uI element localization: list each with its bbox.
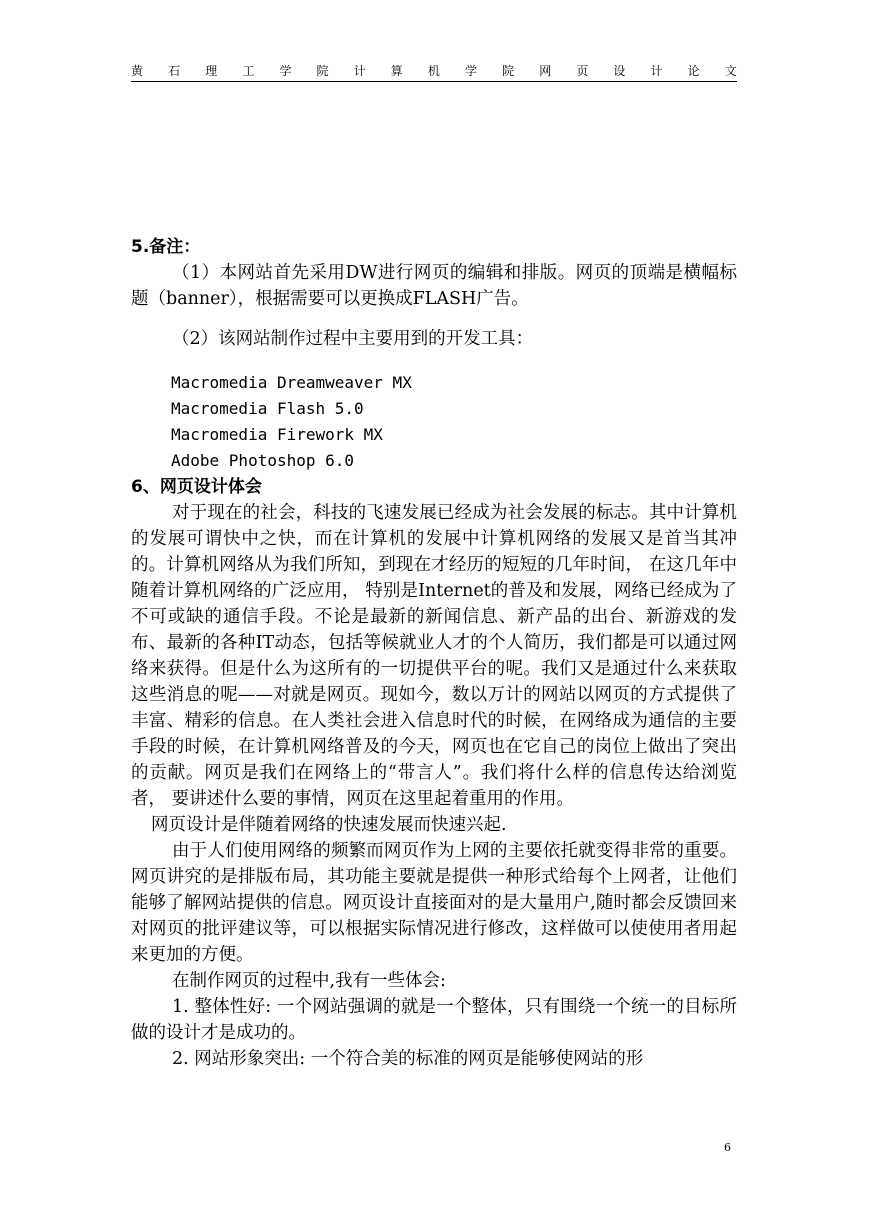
header-char: 文 [724, 64, 737, 78]
header-char: 页 [576, 64, 589, 78]
section-5-heading: 5.备注： [131, 237, 201, 257]
tool-item: Adobe Photoshop 6.0 [171, 451, 355, 470]
paragraph: 由于人们使用网络的频繁而网页作为上网的主要依托就变得非常的重要。网页讲究的是排版布局，其功能主要就是提供一种形式给每个上网者，让他们能够了解网站提供的信息。网页设计直接面对的是大量用户,随时都会反馈回来对网页的批评建议等，可以根据实际情况进行修改，这样做可以使使用者用起来更加的方便。 [131, 841, 737, 965]
body-content [131, 234, 737, 1072]
header-char: 论 [687, 64, 700, 78]
header-char: 院 [316, 64, 329, 78]
running-header [131, 60, 737, 82]
header-char: 设 [613, 64, 626, 78]
header-char: 算 [390, 64, 403, 78]
tool-item: Macromedia Flash 5.0 [171, 399, 364, 418]
note-2: （2）该网站制作过程中主要用到的开发工具： [172, 329, 534, 349]
tools-list [131, 370, 737, 474]
header-char: 理 [205, 64, 218, 78]
paragraph: 对于现在的社会，科技的飞速发展已经成为社会发展的标志。其中计算机的发展可谓快中之快，而在计算机的发展中计算机网络的发展又是首当其冲的。计算机网络从为我们所知，到现在才经历的短短的几年时间， 在这几年中随着计算机网络的广泛应用， 特别是Internet的普及和发展，网络已经成为了不可或缺的通信手段。不论是最新的新闻信息、新产品的出台、新游戏的发布、最新的各种IT动态，包括等候就业人才的个人简历，我们都是可以通过网络来获得。但是什么为这所有的一切提供平台的呢。我们又是通过什么来获取这些消息的呢——对就是网页。现如今，数以万计的网站以网页的方式提供了丰富、精彩的信息。在人类社会进入信息时代的时候，在网络成为通信的主要手段的时候，在计算机网络普及的今天，网页也在它自己的岗位上做出了突出的贡献。网页是我们在网络上的“带言人”。我们将什么样的信息传达给浏览者， 要讲述什么要的事情，网页在这里起着重用的作用。 [131, 503, 737, 809]
header-char: 网 [539, 64, 552, 78]
header-char: 院 [502, 64, 515, 78]
paragraph: 2. 网站形象突出: 一个符合美的标准的网页是能够使网站的形 [172, 1049, 644, 1069]
paragraph: 在制作网页的过程中,我有一些体会: [172, 971, 446, 991]
tool-item: Macromedia Dreamweaver MX [171, 373, 412, 392]
paragraph: 网页设计是伴随着网络的快速发展而快速兴起. [151, 815, 507, 835]
header-char: 计 [650, 64, 663, 78]
note-1: （1）本网站首先采用DW进行网页的编辑和排版。网页的顶端是横幅标题（banner），根据需要可以更换成FLASH广告。 [131, 263, 737, 309]
header-char: 工 [242, 64, 255, 78]
header-char: 学 [279, 64, 292, 78]
header-char: 计 [353, 64, 366, 78]
tool-item: Macromedia Firework MX [171, 425, 383, 444]
header-char: 黄 [131, 64, 144, 78]
header-char: 学 [464, 64, 477, 78]
page-number: 6 [724, 1141, 731, 1154]
paragraph: 1. 整体性好: 一个网站强调的就是一个整体，只有围绕一个统一的目标所做的设计才是成功的。 [131, 997, 737, 1043]
section-6-heading: 6、网页设计体会 [131, 477, 262, 497]
header-char: 机 [427, 64, 440, 78]
header-char: 石 [168, 64, 181, 78]
